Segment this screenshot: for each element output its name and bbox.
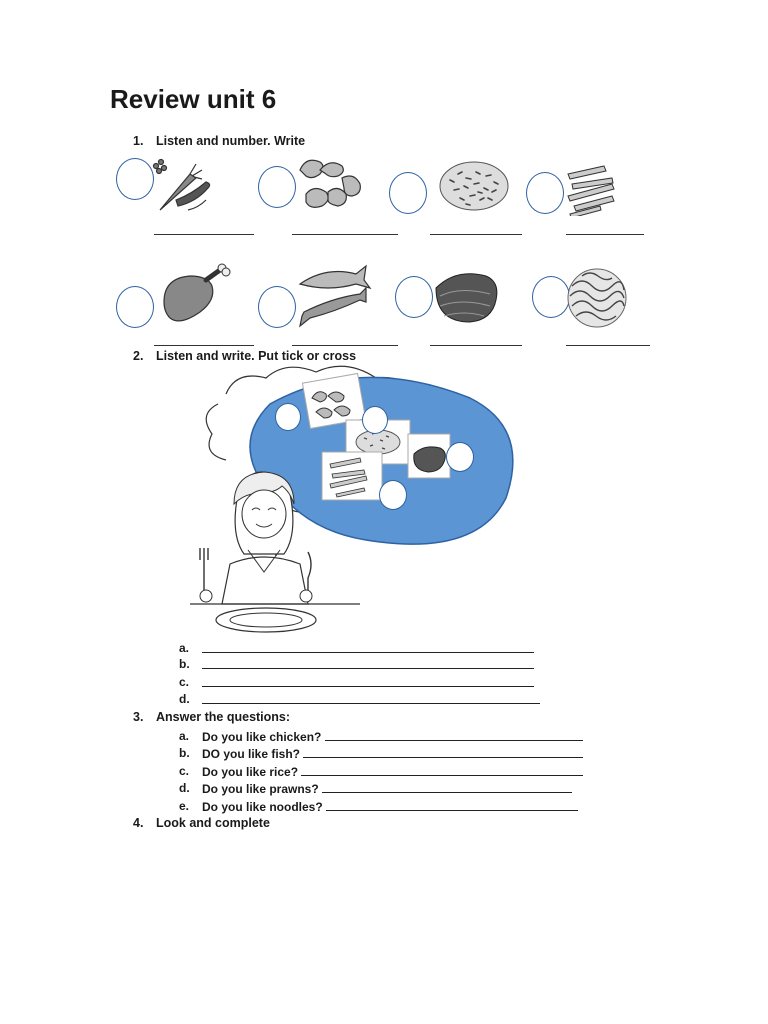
question-3-number: 3. bbox=[133, 710, 144, 724]
question-row bbox=[179, 781, 599, 796]
answer-row bbox=[179, 641, 559, 656]
write-line[interactable] bbox=[292, 234, 398, 235]
question-text: Do you like prawns? bbox=[202, 782, 319, 796]
prawns-icon bbox=[296, 152, 368, 214]
answer-line[interactable] bbox=[202, 657, 534, 669]
rice-icon bbox=[436, 156, 512, 214]
number-circle[interactable] bbox=[532, 276, 570, 318]
write-line[interactable] bbox=[292, 345, 398, 346]
question-4-number: 4. bbox=[133, 816, 144, 830]
question-row bbox=[179, 729, 599, 744]
answer-line[interactable] bbox=[301, 764, 583, 776]
answer-row bbox=[179, 675, 559, 690]
tick-circle[interactable] bbox=[362, 406, 388, 434]
page-title: Review unit 6 bbox=[110, 84, 277, 114]
noodles-icon bbox=[566, 266, 628, 330]
vegetables-icon bbox=[150, 156, 218, 214]
number-circle[interactable] bbox=[116, 158, 154, 200]
answer-letter: b. bbox=[179, 657, 190, 671]
write-line[interactable] bbox=[566, 345, 650, 346]
question-text: Do you like chicken? bbox=[202, 730, 322, 744]
question-letter: b. bbox=[179, 746, 190, 760]
question-2 bbox=[133, 349, 433, 365]
question-3-text: Answer the questions: bbox=[156, 710, 291, 724]
answer-row bbox=[179, 692, 559, 707]
chips-icon bbox=[566, 164, 618, 216]
fish-icon bbox=[296, 262, 372, 330]
number-circle[interactable] bbox=[526, 172, 564, 214]
write-line[interactable] bbox=[154, 345, 254, 346]
number-circle[interactable] bbox=[258, 166, 296, 208]
question-1-number: 1. bbox=[133, 134, 144, 148]
write-line[interactable] bbox=[430, 345, 522, 346]
question-letter: a. bbox=[179, 729, 190, 743]
answer-line[interactable] bbox=[202, 641, 534, 653]
question-letter: d. bbox=[179, 781, 190, 795]
question-3 bbox=[133, 710, 433, 726]
number-circle[interactable] bbox=[395, 276, 433, 318]
answer-line[interactable] bbox=[202, 692, 540, 704]
tick-circle[interactable] bbox=[446, 442, 474, 472]
answer-line[interactable] bbox=[325, 729, 583, 741]
question-letter: c. bbox=[179, 764, 190, 778]
question-4 bbox=[133, 816, 433, 832]
answer-line[interactable] bbox=[322, 781, 572, 793]
answer-letter: a. bbox=[179, 641, 190, 655]
answer-letter: d. bbox=[179, 692, 190, 706]
number-circle[interactable] bbox=[258, 286, 296, 328]
meat-icon bbox=[430, 268, 502, 328]
answer-line[interactable] bbox=[326, 799, 578, 811]
number-circle[interactable] bbox=[389, 172, 427, 214]
thought-bubble-illustration bbox=[186, 364, 516, 634]
write-line[interactable] bbox=[154, 234, 254, 235]
question-text: DO you like fish? bbox=[202, 747, 301, 761]
question-4-text: Look and complete bbox=[156, 816, 270, 830]
tick-circle[interactable] bbox=[379, 480, 407, 510]
write-line[interactable] bbox=[566, 234, 644, 235]
question-row bbox=[179, 764, 599, 779]
write-line[interactable] bbox=[430, 234, 522, 235]
question-1-text: Listen and number. Write bbox=[156, 134, 306, 148]
answer-row bbox=[179, 657, 559, 672]
question-row bbox=[179, 799, 599, 814]
question-text: Do you like rice? bbox=[202, 765, 299, 779]
question-2-number: 2. bbox=[133, 349, 144, 363]
question-text: Do you like noodles? bbox=[202, 800, 323, 814]
question-1 bbox=[133, 134, 433, 150]
question-2-text: Listen and write. Put tick or cross bbox=[156, 349, 357, 363]
chicken-leg-icon bbox=[158, 262, 234, 328]
tick-circle[interactable] bbox=[275, 403, 301, 431]
answer-letter: c. bbox=[179, 675, 190, 689]
answer-line[interactable] bbox=[202, 675, 534, 687]
answer-line[interactable] bbox=[303, 746, 583, 758]
number-circle[interactable] bbox=[116, 286, 154, 328]
question-row bbox=[179, 746, 599, 761]
question-letter: e. bbox=[179, 799, 190, 813]
